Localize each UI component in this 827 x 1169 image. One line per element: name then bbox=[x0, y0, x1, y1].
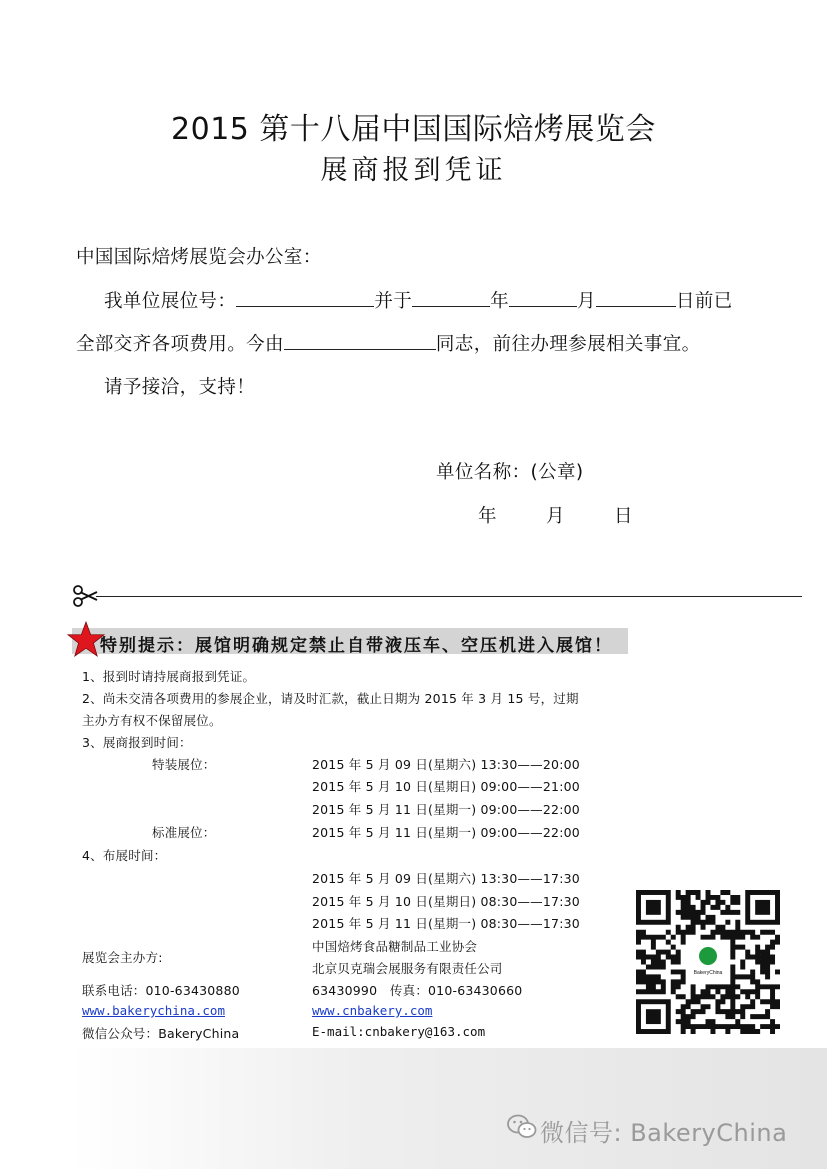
notice-item-2: 2、尚未交清各项费用的参展企业，请及时汇款，截止日期为 2015 年 3 月 15 号，过期 bbox=[82, 691, 579, 706]
and-label: 并于 bbox=[374, 291, 413, 312]
qr-logo-text: BakeryChina bbox=[693, 970, 723, 976]
qr-finder-2 bbox=[745, 890, 780, 925]
notice-item-4: 4、布展时间： bbox=[82, 848, 167, 863]
special-time-3: 2015 年 5 月 11 日(星期一) 09:00——22:00 bbox=[312, 802, 580, 817]
footer-shade bbox=[70, 1048, 827, 1169]
qr-logo bbox=[688, 942, 728, 982]
website-link-2[interactable]: www.cnbakery.com bbox=[312, 1003, 433, 1018]
closing-line: 请予接洽，支持！ bbox=[104, 377, 256, 398]
cut-line bbox=[96, 596, 802, 597]
wechat-icon bbox=[506, 1112, 538, 1142]
payment-line bbox=[76, 330, 701, 356]
email-address: E-mail:cnbakery@163.com bbox=[312, 1024, 486, 1039]
day-blank[interactable] bbox=[596, 288, 676, 307]
representative-text: 同志，前往办理参展相关事宜。 bbox=[435, 334, 701, 355]
date-year: 年 bbox=[478, 506, 497, 527]
unit-name-seal: 单位名称：(公章) bbox=[436, 462, 584, 483]
setup-time-1: 2015 年 5 月 09 日(星期六) 13:30——17:30 bbox=[312, 871, 580, 886]
date-month: 月 bbox=[546, 506, 565, 527]
notice-item-2-cont: 主办方有权不保留展位。 bbox=[82, 713, 222, 728]
organizer-1: 中国焙烤食品糖制品工业协会 bbox=[312, 939, 478, 954]
qr-code bbox=[636, 890, 780, 1034]
payment-text: 全部交齐各项费用。今由 bbox=[76, 334, 284, 355]
setup-time-2: 2015 年 5 月 10 日(星期日) 08:30——17:30 bbox=[312, 894, 580, 909]
page-title: 2015 第十八届中国国际焙烤展览会 bbox=[171, 112, 656, 147]
wechat-account: 微信公众号：BakeryChina bbox=[82, 1026, 240, 1041]
year-label: 年 bbox=[490, 291, 510, 312]
date-day: 日 bbox=[614, 506, 633, 527]
representative-blank[interactable] bbox=[284, 331, 436, 350]
page-subtitle: 展商报到凭证 bbox=[320, 155, 507, 186]
contact-phone: 联系电话：010-63430880 bbox=[82, 983, 240, 998]
notice-item-3: 3、展商报到时间： bbox=[82, 735, 192, 750]
addressee: 中国国际焙烤展览会办公室： bbox=[76, 247, 322, 268]
organizer-label: 展览会主办方: bbox=[82, 950, 163, 965]
booth-line bbox=[104, 287, 733, 313]
organizer-2: 北京贝克瑞会展服务有限责任公司 bbox=[312, 961, 503, 976]
year-blank[interactable] bbox=[412, 288, 490, 307]
month-label: 月 bbox=[577, 291, 596, 312]
qr-finder-3 bbox=[636, 999, 671, 1034]
website-link-1[interactable]: www.bakerychina.com bbox=[82, 1003, 225, 1018]
special-time-2: 2015 年 5 月 10 日(星期日) 09:00——21:00 bbox=[312, 779, 580, 794]
qr-finder-1 bbox=[636, 890, 671, 925]
notice-banner-text: 特别提示：展馆明确规定禁止自带液压车、空压机进入展馆！ bbox=[100, 636, 613, 656]
setup-time-3: 2015 年 5 月 11 日(星期一) 08:30——17:30 bbox=[312, 916, 580, 931]
standard-time: 2015 年 5 月 11 日(星期一) 09:00——22:00 bbox=[312, 825, 580, 840]
standard-booth-label: 标准展位： bbox=[152, 825, 216, 840]
day-label: 日前已 bbox=[675, 291, 733, 312]
month-blank[interactable] bbox=[509, 288, 577, 307]
booth-number-blank[interactable] bbox=[236, 288, 374, 307]
special-booth-label: 特装展位： bbox=[152, 757, 216, 772]
booth-label: 我单位展位号： bbox=[104, 291, 237, 312]
phone-fax: 63430990 传真：010-63430660 bbox=[312, 983, 523, 998]
notice-item-1: 1、报到时请持展商报到凭证。 bbox=[82, 669, 256, 684]
special-time-1: 2015 年 5 月 09 日(星期六) 13:30——20:00 bbox=[312, 757, 580, 772]
watermark-text: 微信号: BakeryChina bbox=[540, 1119, 788, 1147]
